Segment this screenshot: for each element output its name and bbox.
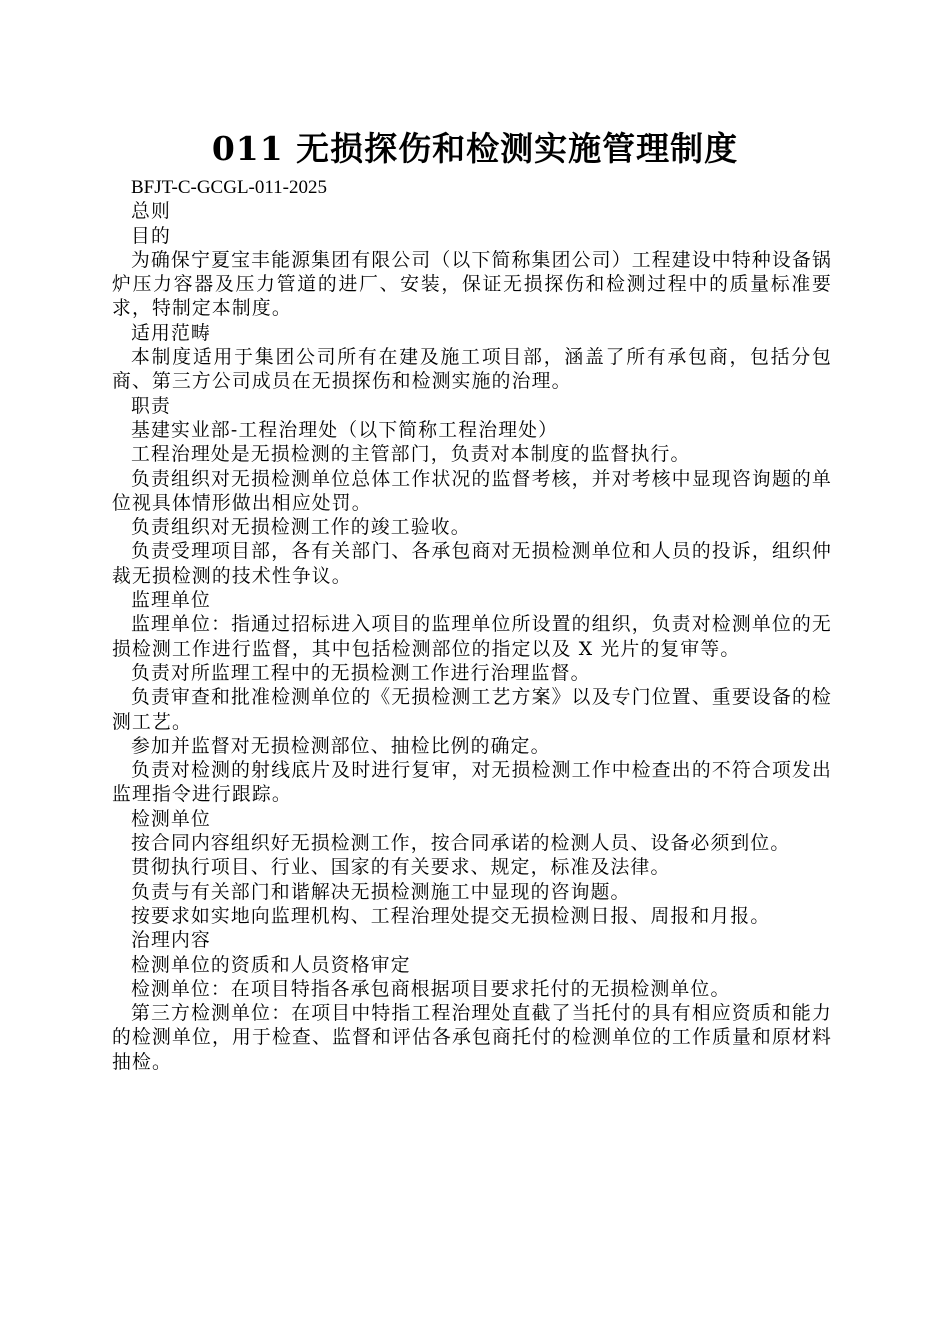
paragraph-item: 负责组织对无损检测单位总体工作状况的监督考核，并对考核中显现咨询题的单位视具体情形做出相应处罚。: [112, 468, 832, 514]
subheading-inspection-unit: 检测单位: [131, 808, 211, 830]
document-title: 011 无损探伤和检测实施管理制度: [211, 129, 739, 168]
paragraph-item: 负责受理项目部，各有关部门、各承包商对无损检测单位和人员的投诉，组织仲裁无损检测的技术性争议。: [112, 541, 832, 587]
paragraph-item: 负责审查和批准检测单位的《无损检测工艺方案》以及专门位置、重要设备的检测工艺。: [112, 687, 832, 733]
document-body: [112, 176, 832, 1075]
paragraph-purpose: 为确保宁夏宝丰能源集团有限公司（以下简称集团公司）工程建设中特种设备锅炉压力容器及压力管道的进厂、安装，保证无损探伤和检测过程中的质量标准要求，特制定本制度。: [112, 249, 832, 320]
subheading-scope: 适用范畴: [131, 322, 211, 344]
paragraph-item: 贯彻执行项目、行业、国家的有关要求、规定，标准及法律。: [131, 857, 671, 879]
subheading-supervision-unit: 监理单位: [131, 590, 211, 612]
paragraph-item: 负责对所监理工程中的无损检测工作进行治理监督。: [131, 662, 591, 684]
section-heading-management-content: 治理内容: [131, 930, 211, 952]
document-code: BFJT-C-GCGL-011-2025: [131, 177, 327, 198]
subheading-purpose: 目的: [131, 225, 171, 247]
paragraph-scope: 本制度适用于集团公司所有在建及施工项目部，涵盖了所有承包商，包括分包商、第三方公司成员在无损探伤和检测实施的治理。: [112, 347, 832, 393]
paragraph-item: 监理单位：指通过招标进入项目的监理单位所设置的组织，负责对检测单位的无损检测工作进行监督，其中包括检测部位的指定以及 X 光片的复审等。: [112, 614, 832, 660]
paragraph-item: 按合同内容组织好无损检测工作，按合同承诺的检测人员、设备必须到位。: [131, 833, 791, 855]
paragraph-item: 按要求如实地向监理机构、工程治理处提交无损检测日报、周报和月报。: [131, 905, 771, 927]
paragraph-item: 检测单位：在项目特指各承包商根据项目要求托付的无损检测单位。: [131, 978, 731, 1000]
paragraph-item: 负责对检测的射线底片及时进行复审，对无损检测工作中检查出的不符合项发出监理指令进行跟踪。: [112, 760, 832, 806]
section-heading-general: 总则: [131, 201, 171, 223]
paragraph-item: 工程治理处是无损检测的主管部门，负责对本制度的监督执行。: [131, 444, 691, 466]
paragraph-item: 负责组织对无损检测工作的竣工验收。: [131, 517, 471, 539]
subheading-engineering-office: 基建实业部-工程治理处（以下简称工程治理处）: [131, 419, 559, 441]
paragraph-item: 参加并监督对无损检测部位、抽检比例的确定。: [131, 735, 551, 757]
subheading-qualification-review: 检测单位的资质和人员资格审定: [131, 954, 411, 976]
section-heading-responsibilities: 职责: [131, 395, 171, 417]
paragraph-item: 第三方检测单位：在项目中特指工程治理处直截了当托付的具有相应资质和能力的检测单位，用于检查、监督和评估各承包商托付的检测单位的工作质量和原材料抽检。: [112, 1003, 832, 1073]
paragraph-item: 负责与有关部门和谐解决无损检测施工中显现的咨询题。: [131, 881, 631, 903]
